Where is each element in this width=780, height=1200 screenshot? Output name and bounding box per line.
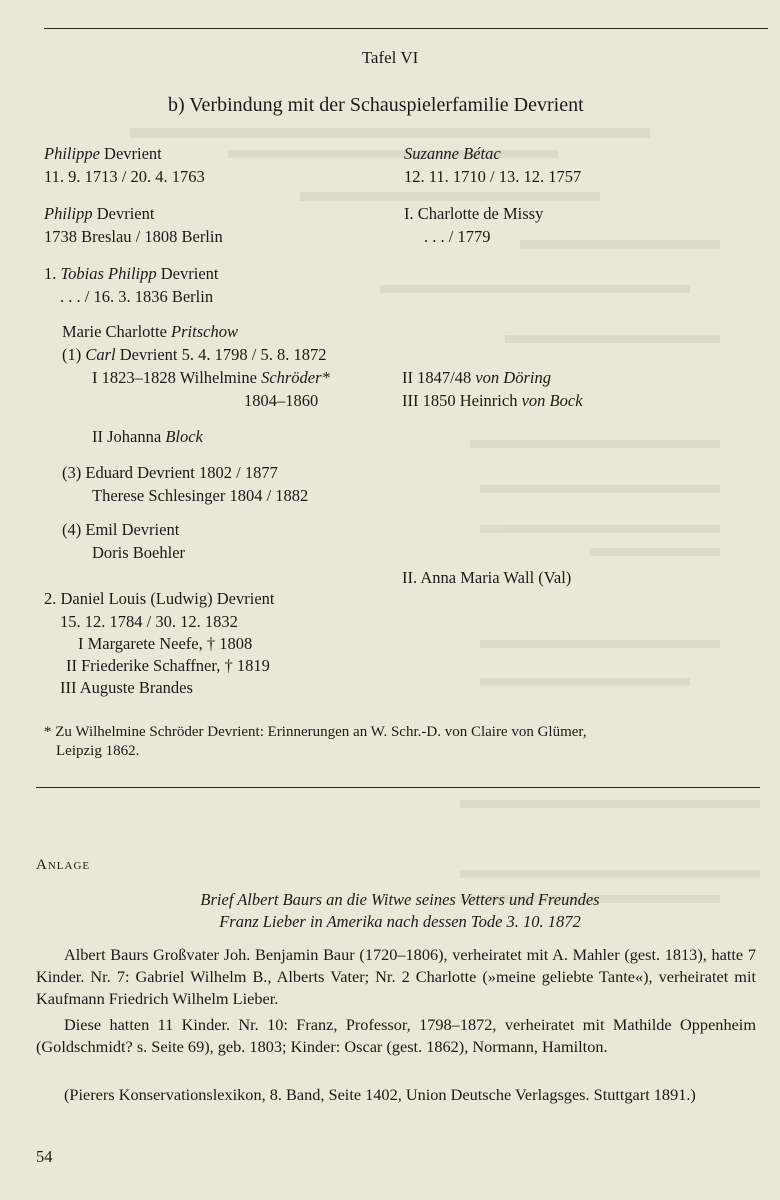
philipp-dates: 1738 Breslau / 1808 Berlin: [44, 227, 223, 246]
anna-maria-line: II. Anna Maria Wall (Val): [402, 568, 572, 587]
top-rule: [44, 28, 768, 29]
suzanne-dates: 12. 11. 1710 / 13. 12. 1757: [404, 167, 582, 186]
daniel-dates: 15. 12. 1784 / 30. 12. 1832: [60, 612, 238, 631]
letter-title-2: Franz Lieber in Amerika nach dessen Tode 3. 10. 1872: [219, 912, 581, 931]
paragraph-2: Diese hatten 11 Kinder. Nr. 10: Franz, Professor, 1798–1872, verheiratet mit Mathilde Oppenheim (Goldschmidt? s. Seite 69), geb. 1803; Kinder: Oscar (gest. 1862), Normann, Hamilton.: [36, 1015, 756, 1056]
paragraph-1: Albert Baurs Großvater Joh. Benjamin Baur (1720–1806), verheiratet mit A. Mahler (gest. 1813), hatte 7 Kinder. Nr. 7: Gabriel Wilhelm B., Alberts Vater; Nr. 2 Charlotte (»meine geliebte Tante«), verheiratet mit Kaufmann Friedrich Wilhelm Lieber.: [36, 945, 756, 1008]
charlotte-dates: . . . / 1779: [424, 227, 491, 246]
page-number: 54: [36, 1147, 53, 1166]
philippe-line: Philippe Devrient: [44, 144, 162, 163]
philippe-dates: 11. 9. 1713 / 20. 4. 1763: [44, 167, 205, 186]
carl-wife-line: I 1823–1828 Wilhelmine Schröder*: [92, 368, 330, 387]
charlotte-line: I. Charlotte de Missy: [404, 204, 544, 223]
tobias-line: 1. Tobias Philipp Devrient: [44, 264, 219, 283]
block-line: II Johanna Block: [92, 427, 203, 446]
emil-line: (4) Emil Devrient: [62, 520, 180, 539]
margarete-line: I Margarete Neefe, † 1808: [78, 634, 253, 653]
therese-line: Therese Schlesinger 1804 / 1882: [92, 486, 309, 505]
suzanne-line: Suzanne Bétac: [404, 144, 501, 163]
marie-line: Marie Charlotte Pritschow: [62, 322, 238, 341]
auguste-line: III Auguste Brandes: [60, 678, 193, 697]
doris-line: Doris Boehler: [92, 543, 186, 562]
paragraph-3: (Pierers Konservationslexikon, 8. Band, Seite 1402, Union Deutsche Verlagsges. Stuttgart 1891.): [64, 1085, 696, 1104]
carl-wife-dates: 1804–1860: [244, 391, 319, 410]
eduard-line: (3) Eduard Devrient 1802 / 1877: [62, 463, 278, 482]
tobias-dates: . . . / 16. 3. 1836 Berlin: [60, 287, 214, 306]
anlage-label: Anlage: [36, 857, 91, 873]
letter-title-1: Brief Albert Baurs an die Witwe seines Vetters und Freundes: [200, 890, 600, 909]
doering-line: II 1847/48 von Döring: [402, 368, 551, 387]
footnote-rule: [36, 787, 760, 788]
daniel-line: 2. Daniel Louis (Ludwig) Devrient: [44, 589, 275, 608]
carl-line: (1) Carl Devrient 5. 4. 1798 / 5. 8. 1872: [62, 345, 327, 364]
bock-line: III 1850 Heinrich von Bock: [402, 391, 583, 410]
plate-title: Tafel VI: [361, 48, 419, 67]
section-heading: b) Verbindung mit der Schauspielerfamilie Devrient: [168, 94, 584, 116]
footnote-line-1: * Zu Wilhelmine Schröder Devrient: Erinnerungen an W. Schr.-D. von Claire von Glümer,: [44, 724, 587, 740]
philipp-line: Philipp Devrient: [44, 204, 155, 223]
friederike-line: II Friederike Schaffner, † 1819: [66, 656, 270, 675]
footnote-line-2: Leipzig 1862.: [56, 743, 140, 759]
